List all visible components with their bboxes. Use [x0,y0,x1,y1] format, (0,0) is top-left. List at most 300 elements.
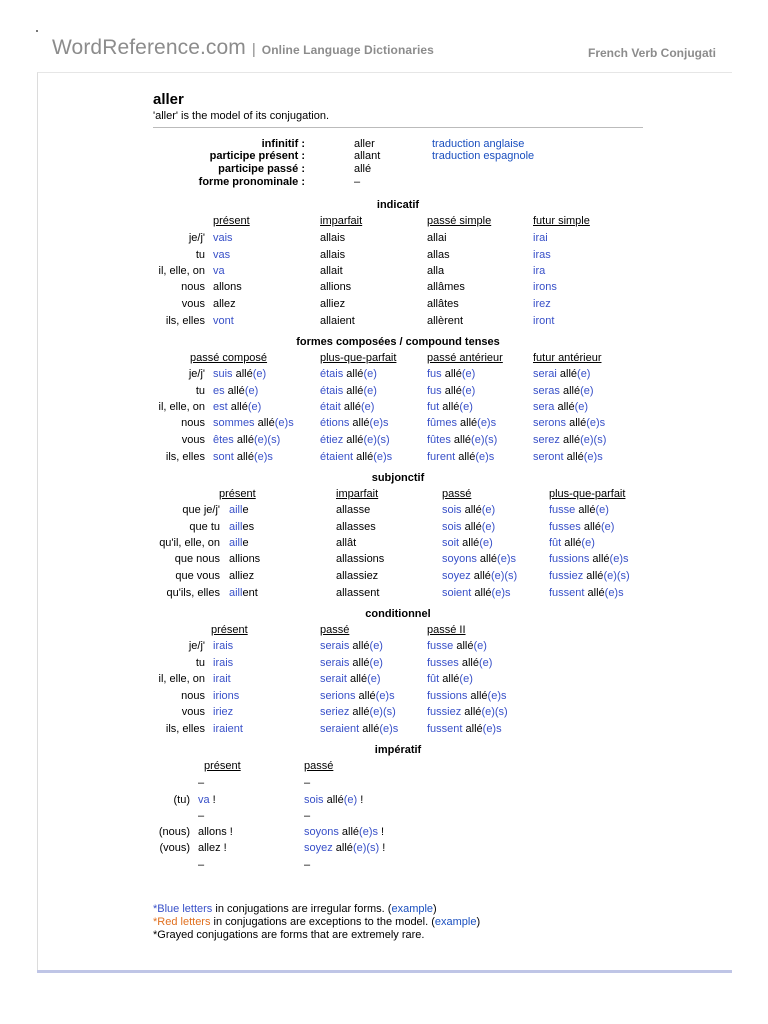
irregular-fragment: iront [533,315,555,327]
conjugation-cell [427,451,494,464]
regular-fragment: allé [453,640,474,652]
irregular-fragment: (e) [367,673,381,685]
conjugation-cell [442,537,493,550]
irregular-fragment: (e)s [475,451,495,463]
conjugation-cell [427,673,473,686]
regular-fragment: allé [353,451,374,463]
irregular-fragment: irions [213,690,240,702]
irregular-fragment: (e) [600,521,615,533]
regular-fragment: – [304,859,311,871]
conjugation-cell [533,434,606,447]
irregular-fragment: fussions [427,690,468,702]
logo-separator: | [251,41,256,58]
conjugation-cell [213,385,258,398]
conjugation-cell [320,673,381,686]
irregular-fragment: étaient [320,451,354,463]
conjugation-cell [533,265,545,278]
regular-fragment: allé [343,368,364,380]
irregular-fragment: sera [533,401,555,413]
subject-pronoun: vous [181,706,205,718]
site-header [52,36,742,70]
subject-pronoun: que nous [174,553,220,565]
tense-header: présent [211,624,248,636]
subject-pronoun: vous [181,298,205,310]
conjugation-cell [427,298,459,311]
irregular-fragment: (e)s [609,553,629,565]
tense-header: passé [320,624,350,636]
irregular-fragment: (e)s [379,723,399,735]
legend-asterisk: * [153,903,158,915]
regular-fragment: allé [462,723,483,735]
legend-line [153,916,480,929]
irregular-fragment: (e) [481,504,496,516]
regular-fragment: ent [242,587,258,599]
legend-close: ) [433,903,437,915]
regular-fragment: allé [563,451,584,463]
conjugation-cell [229,504,249,517]
regular-fragment: e [242,537,249,549]
regular-fragment: allions [320,281,352,293]
irregular-fragment: (e)s [369,417,389,429]
conjugation-cell [320,368,377,381]
irregular-fragment: fût [427,673,440,685]
conjugation-cell [213,232,233,245]
conjugation-cell [229,537,249,550]
irregular-fragment: (e)(s) [490,570,518,582]
regular-fragment: e [242,504,249,516]
conjugation-cell [213,315,234,328]
conjugation-cell [336,587,379,600]
irregular-fragment: (e)(s) [603,570,630,582]
conjugation-cell [427,690,507,703]
regular-fragment: alliez [320,298,346,310]
conjugation-cell [336,570,378,583]
irregular-fragment: sois [304,794,324,806]
regular-fragment: allons ! [198,826,233,838]
subject-pronoun: tu [195,385,205,397]
conjugation-cell [213,690,239,703]
subject-pronoun: (nous) [158,826,190,838]
regular-fragment: allé [439,673,460,685]
conjugation-cell [427,417,496,430]
subject-pronoun: (tu) [173,794,190,806]
conjugation-cell [320,232,345,245]
subject-pronoun: ils, elles [165,451,205,463]
example-link[interactable]: example [391,903,434,915]
conjugation-cell [427,640,487,653]
regular-fragment: allé [441,368,462,380]
conjugation-cell [427,249,450,262]
irregular-fragment: (e) [459,401,473,413]
conjugation-cell [427,657,492,670]
regular-fragment: allé [233,434,254,446]
irregular-fragment: vas [213,249,231,261]
conjugation-cell [213,723,243,736]
irregular-fragment: sois [442,504,462,516]
regular-fragment: – [198,859,205,871]
irregular-fragment: serais [320,657,350,669]
irregular-fragment: serais [320,640,350,652]
conjugation-cell [549,504,609,517]
conjugation-cell [320,417,389,430]
conjugation-cell [442,570,517,583]
irregular-fragment: (e)s [274,417,294,429]
irregular-fragment: (e) [595,504,609,516]
irregular-fragment: est [213,401,228,413]
irregular-fragment: (e)(s) [481,706,508,718]
conjugation-cell [427,401,473,414]
conjugation-cell [213,298,236,311]
irregular-fragment: (e) [363,385,377,397]
regular-fragment: allé [254,417,275,429]
irregular-fragment: suis [213,368,233,380]
translation-link[interactable]: traduction anglaise [432,138,525,150]
irregular-fragment: seras [533,385,560,397]
irregular-fragment: (e) [479,537,493,549]
regular-fragment: allé [338,826,360,838]
irregular-fragment: soyons [442,553,477,565]
regular-fragment: allé [349,657,370,669]
regular-fragment: allâmes [427,281,465,293]
conjugation-cell [198,859,204,872]
irregular-fragment: sommes [213,417,255,429]
irregular-fragment: irais [213,640,234,652]
regular-fragment: allé [471,587,492,599]
regular-fragment: allé [349,417,370,429]
subject-pronoun: ils, elles [165,723,205,735]
regular-fragment: allé [441,385,462,397]
regular-fragment: allais [320,232,346,244]
regular-fragment: allé [583,570,604,582]
conjugation-cell [427,368,475,381]
regular-fragment: allé [589,553,610,565]
irregular-fragment: fusses [427,657,459,669]
irregular-fragment: fussent [549,587,585,599]
irregular-fragment: ira [533,265,546,277]
irregular-fragment: étais [320,385,344,397]
regular-fragment: allé [461,706,482,718]
regular-fragment: allé [343,434,364,446]
subject-pronoun: nous [181,281,205,293]
regular-fragment: – [304,810,311,822]
conjugation-cell [198,842,227,855]
irregular-fragment: fussiez [427,706,462,718]
irregular-fragment: aill [229,587,243,599]
conjugation-cell [198,810,204,823]
regular-fragment: allez ! [198,842,227,854]
subject-pronoun: qu'il, elle, on [159,537,220,549]
irregular-fragment: seriez [320,706,350,718]
conjugation-cell [549,587,624,600]
regular-fragment: allé [455,451,476,463]
regular-fragment: allé [349,640,370,652]
irregular-fragment: fusse [427,640,454,652]
regular-fragment: allaient [320,315,355,327]
irregular-fragment: (e) [581,537,595,549]
conjugation-cell [533,249,551,262]
regular-fragment: allé [470,570,491,582]
irregular-fragment: (e)s [359,826,378,838]
tense-header: imparfait [336,488,379,500]
irregular-fragment: serons [533,417,567,429]
subject-pronoun: je/j' [188,368,205,380]
conjugation-cell [304,826,384,839]
irregular-fragment: sois [442,521,462,533]
regular-fragment: allé [359,723,380,735]
conjugation-cell [320,315,355,328]
conjugation-cell [533,451,603,464]
regular-fragment: allé [456,417,478,429]
conjugation-cell [304,794,363,807]
irregular-fragment: (e)s [491,587,511,599]
irregular-fragment: furent [427,451,456,463]
tense-header: plus-que-parfait [320,352,397,364]
legend-line [153,903,437,916]
conjugation-cell [304,842,385,855]
conjugation-cell [442,587,511,600]
conjugation-cell [213,706,233,719]
irregular-fragment: (e) [574,401,589,413]
subject-pronoun: vous [181,434,205,446]
regular-fragment: alliez [229,570,255,582]
regular-fragment: allé [566,417,587,429]
irregular-fragment: fussent [427,723,463,735]
regular-fragment: – [198,810,205,822]
irregular-fragment: (e)(s) [352,842,380,854]
irregular-fragment: étions [320,417,350,429]
conjugation-cell [304,810,310,823]
irregular-fragment: (e) [461,368,476,380]
conjugation-cell [427,281,465,294]
conjugation-cell [213,640,233,653]
subject-pronoun: tu [195,657,205,669]
regular-fragment: allé [224,385,245,397]
irregular-fragment: iriez [213,706,234,718]
irregular-fragment: (e)(s) [369,706,396,718]
model-note: 'aller' is the model of its conjugation. [153,110,330,122]
tense-header: plus-que-parfait [549,488,626,500]
tense-header: futur antérieur [533,352,602,364]
conjugation-cell [213,249,230,262]
regular-fragment: allé [332,842,353,854]
legend-colored-text: Red letters [157,916,211,928]
translation-link[interactable]: traduction espagnole [432,150,535,162]
irregular-fragment: êtes [213,434,234,446]
conjugation-cell [320,657,383,670]
irregular-fragment: aill [229,537,243,549]
regular-fragment: allé [323,794,344,806]
conjugation-cell [533,298,551,311]
subject-pronoun: tu [195,249,205,261]
irregular-fragment: fussions [549,553,590,565]
conjugation-cell [320,451,392,464]
regular-fragment: allé [450,434,472,446]
irregular-fragment: serions [320,690,356,702]
regular-fragment: allé [227,401,248,413]
conjugation-cell [304,859,310,872]
irregular-fragment: irai [533,232,548,244]
irregular-fragment: aill [229,521,243,533]
irregular-fragment: vais [213,232,233,244]
regular-fragment: allé [554,401,575,413]
irregular-fragment: (e)s [586,417,606,429]
regular-fragment: – [304,777,311,789]
irregular-fragment: fus [427,385,442,397]
regular-fragment: allé [461,504,482,516]
subject-pronoun: il, elle, on [158,673,205,685]
conjugation-cell [198,794,216,807]
conjugation-cell [213,451,273,464]
irregular-fragment: serai [533,368,557,380]
regular-fragment: ! [378,826,385,838]
conjugation-cell [442,521,495,534]
regular-fragment: allèrent [427,315,464,327]
irregular-fragment: (e) [360,401,375,413]
irregular-fragment: irons [533,281,557,293]
irregular-fragment: (e)s [375,690,395,702]
conjugation-cell [213,265,225,278]
regular-fragment: allé [461,521,482,533]
conjugation-cell [427,232,447,245]
regular-fragment: allez [213,298,236,310]
regular-fragment: allas [427,249,450,261]
subject-pronoun: (vous) [159,842,190,854]
regular-fragment: allasses [336,521,376,533]
conjugation-cell [320,640,383,653]
conjugation-cell [320,249,345,262]
irregular-fragment: (e) [244,385,259,397]
conjugation-cell [304,777,310,790]
irregular-fragment: soyez [442,570,471,582]
regular-fragment: allé [346,673,368,685]
conjugation-cell [213,401,261,414]
irregular-fragment: (e)s [253,451,273,463]
irregular-fragment: (e)s [373,451,393,463]
conjugation-cell [213,657,233,670]
conjugation-cell [549,537,595,550]
irregular-fragment: serez [533,434,560,446]
regular-fragment: allé [476,553,498,565]
conjugation-cell [427,385,475,398]
regular-fragment: allé [561,537,582,549]
subject-pronoun: je/j' [188,232,205,244]
irregular-fragment: était [320,401,341,413]
logo-tld: .com [199,36,246,59]
irregular-fragment: (e) [247,401,262,413]
irregular-fragment: fussiez [549,570,584,582]
regular-fragment: allé [459,537,480,549]
legend-text: in conjugations are exceptions to the model. ( [210,916,435,928]
irregular-fragment: seront [533,451,564,463]
example-link[interactable]: example [434,916,477,928]
regular-fragment: allassent [336,587,380,599]
irregular-fragment: fût [549,537,562,549]
conjugation-cell [336,504,370,517]
regular-fragment: allions [229,553,261,565]
regular-fragment: allâtes [427,298,459,310]
conjugation-cell [213,368,266,381]
site-logo[interactable] [52,36,434,60]
info-label: participe présent : [209,150,305,162]
irregular-fragment: iras [533,249,551,261]
conjugation-cell [533,368,590,381]
page-section-title: French Verb Conjugati [587,46,716,60]
conjugation-cell [533,232,548,245]
irregular-fragment: soyez [304,842,333,854]
regular-fragment: allait [320,265,343,277]
irregular-fragment: (e)(s) [363,434,390,446]
conjugation-cell [213,434,280,447]
conjugation-cell [198,826,233,839]
irregular-fragment: (e) [343,794,358,806]
irregular-fragment: fûtes [427,434,451,446]
subject-pronoun: nous [181,417,205,429]
corner-dot [36,30,38,32]
irregular-fragment: (e) [363,368,377,380]
irregular-fragment: (e)s [583,451,603,463]
irregular-fragment: (e) [473,640,487,652]
subject-pronoun: que je/j' [182,504,220,516]
regular-fragment: allé [584,587,605,599]
section-title: subjonctif [371,472,425,484]
subject-pronoun: ils, elles [165,315,205,327]
irregular-fragment: (e)s [477,417,497,429]
regular-fragment: allé [233,451,254,463]
legend-text: Grayed conjugations are forms that are extremely rare. [157,929,425,941]
tense-header: passé [442,488,472,500]
conjugation-cell [533,417,605,430]
conjugation-cell [336,521,376,534]
irregular-fragment: fus [427,368,442,380]
irregular-fragment: (e)(s) [580,434,607,446]
conjugation-cell [427,265,444,278]
regular-fragment: ! [357,794,364,806]
irregular-fragment: aill [229,504,243,516]
conjugation-cell [427,706,508,719]
regular-fragment: allassions [336,553,385,565]
conjugation-cell [198,777,204,790]
regular-fragment: allais [320,249,346,261]
conjugation-cell [549,521,614,534]
irregular-fragment: irez [533,298,551,310]
conjugation-cell [336,537,356,550]
conjugation-cell [442,553,516,566]
section-title: indicatif [376,199,420,211]
irregular-fragment: (e) [459,673,473,685]
tense-header: passé composé [190,352,268,364]
legend-colored-text: Blue letters [157,903,213,915]
irregular-fragment: fusse [549,504,576,516]
tense-header: passé [304,760,334,772]
tense-header: présent [213,215,250,227]
conjugation-cell [320,690,395,703]
irregular-fragment: irait [213,673,231,685]
irregular-fragment: irais [213,657,234,669]
irregular-fragment: soit [442,537,460,549]
conjugation-cell [336,553,384,566]
info-label: forme pronominale : [198,176,305,188]
conjugation-cell [213,673,231,686]
regular-fragment: allé [343,385,364,397]
irregular-fragment: étiez [320,434,344,446]
regular-fragment: allé [232,368,253,380]
conjugation-cell [229,570,254,583]
conjugation-cell [320,723,398,736]
conjugation-cell [533,401,588,414]
conjugation-cell [320,281,351,294]
conjugation-cell [427,723,502,736]
conjugation-cell [320,706,396,719]
